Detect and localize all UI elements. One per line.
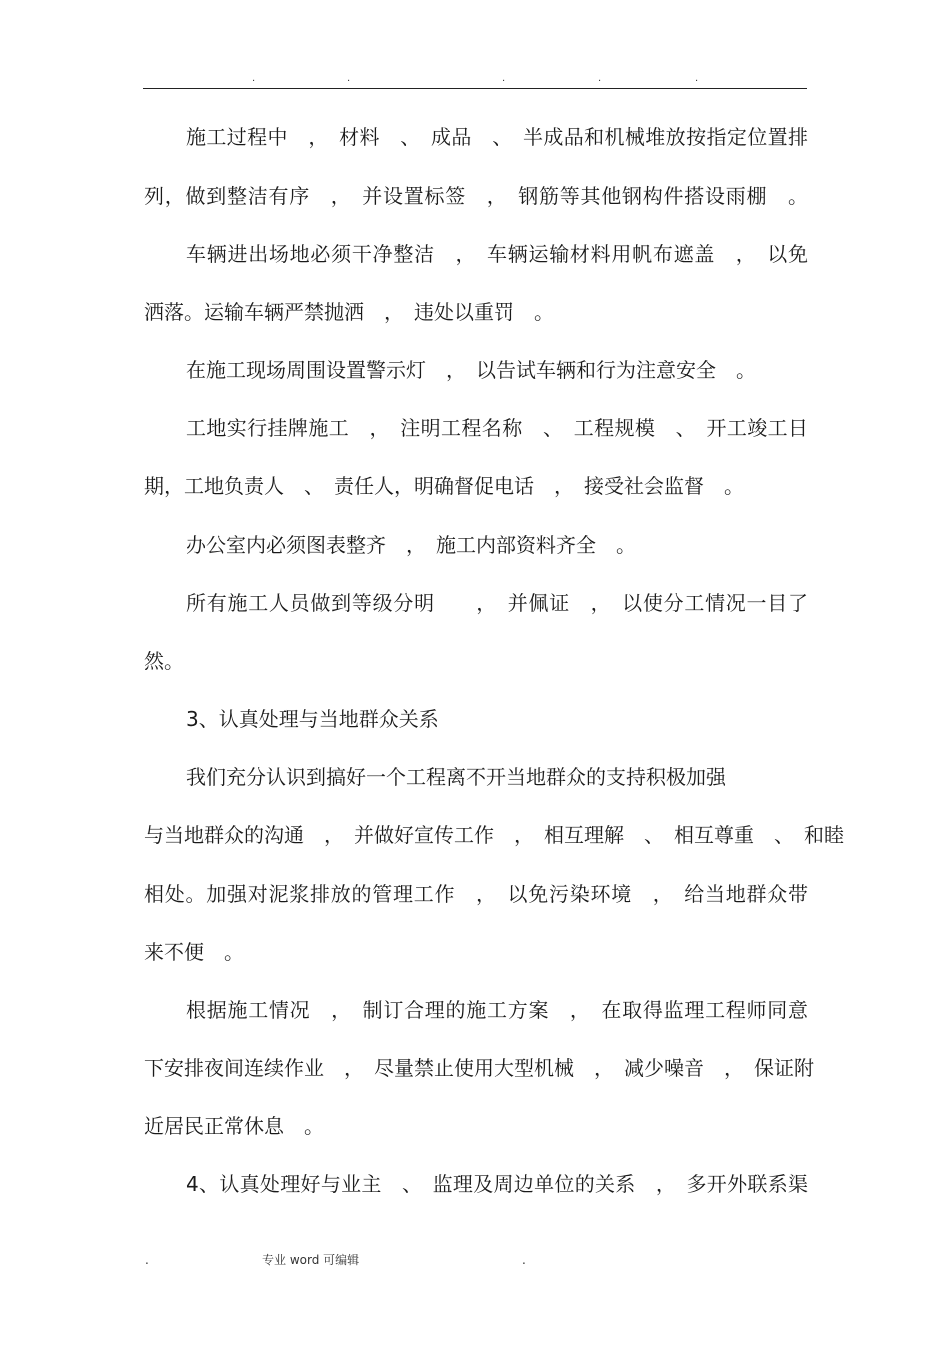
footer-dot: . — [145, 1253, 149, 1267]
text-line: 近居民正常休息 。 — [144, 1114, 324, 1138]
text-line: 根据施工情况 ， 制订合理的施工方案 ， 在取得监理工程师同意 — [186, 998, 808, 1022]
footer-dot: . — [522, 1253, 526, 1267]
text-line: 我们充分认识到搞好一个工程离不开当地群众的支持积极加强 — [186, 765, 726, 789]
text-line: 办公室内必须图表整齐 ， 施工内部资料齐全 。 — [186, 533, 636, 557]
text-line: 在施工现场周围设置警示灯 ， 以告试车辆和行为注意安全 。 — [186, 358, 756, 382]
text-line: 期，工地负责人 、 责任人，明确督促电话 ， 接受社会监督 。 — [144, 474, 744, 498]
text-line: 工地实行挂牌施工 ， 注明工程名称 、 工程规模 、 开工竣工日 — [186, 416, 808, 440]
text-line: 来不便 。 — [144, 940, 244, 964]
header-rule — [143, 88, 807, 89]
text-line: 下安排夜间连续作业 ， 尽量禁止使用大型机械 ， 减少噪音 ， 保证附 — [144, 1056, 814, 1080]
header-dot: . — [598, 73, 602, 84]
header-dot: . — [252, 73, 256, 84]
text-line: 然。 — [144, 649, 184, 673]
section-heading: 3、认真处理与当地群众关系 — [186, 707, 439, 731]
header-dots — [0, 74, 950, 86]
text-line: 洒落。运输车辆严禁抛洒 ， 违处以重罚 。 — [144, 300, 554, 324]
text-line: 相处。加强对泥浆排放的管理工作 ， 以免污染环境 ， 给当地群众带 — [144, 882, 808, 906]
footer-text: 专业 word 可编辑 — [262, 1253, 360, 1267]
page-footer — [0, 1252, 950, 1268]
section-heading: 4、认真处理好与业主 、 监理及周边单位的关系 ， 多开外联系渠 — [186, 1172, 808, 1196]
text-line: 所有施工人员做到等级分明 ， 并佩证 ， 以使分工情况一目了 — [186, 591, 808, 615]
header-dot: . — [695, 73, 699, 84]
text-line: 列，做到整洁有序 ， 并设置标签 ， 钢筋等其他钢构件搭设雨棚 。 — [144, 184, 808, 208]
header-dot: . — [502, 73, 506, 84]
text-line: 车辆进出场地必须干净整洁 ， 车辆运输材料用帆布遮盖 ， 以免 — [186, 242, 808, 266]
text-line: 与当地群众的沟通 ， 并做好宣传工作 ， 相互理解 、 相互尊重 、 和睦 — [144, 823, 844, 847]
text-line: 施工过程中 ， 材料 、 成品 、 半成品和机械堆放按指定位置排 — [186, 125, 808, 149]
header-dot: . — [347, 73, 351, 84]
